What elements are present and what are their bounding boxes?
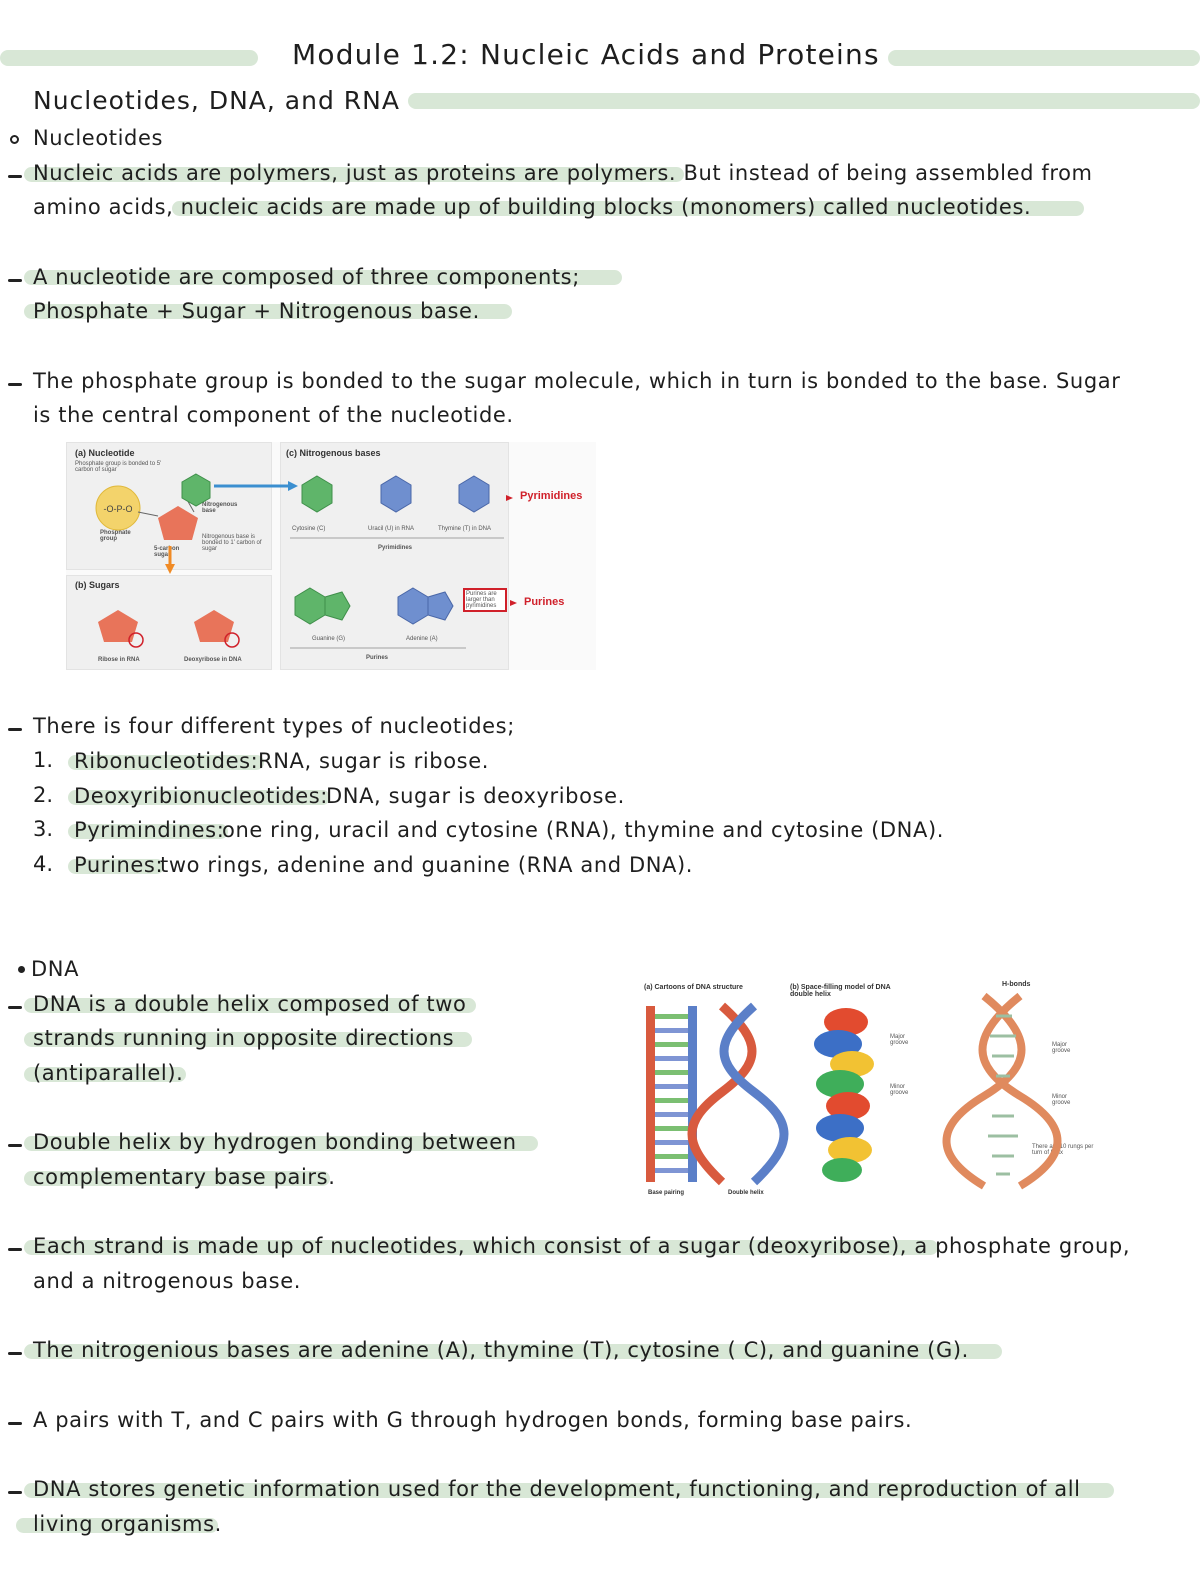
rungs-note: There are 10 rungs per turn of helix xyxy=(1032,1144,1094,1156)
nucleotide-diagram-drawing xyxy=(66,442,596,670)
dash xyxy=(8,175,22,178)
type-desc: DNA, sugar is deoxyribose. xyxy=(326,784,625,808)
dna-p4: The nitrogenious bases are adenine (A), thymine (T), cytosine ( C), and guanine (G). xyxy=(33,1338,969,1362)
helix-cartoon-strand-2 xyxy=(724,1006,784,1182)
list-number: 2. xyxy=(33,783,54,807)
dna-p1-line1: DNA is a double helix composed of two xyxy=(33,992,467,1016)
dash xyxy=(8,728,22,731)
major-groove-label-1: Major groove xyxy=(890,1034,909,1046)
phosphate-group-label: Phosphate group xyxy=(100,530,131,542)
space-filling-model xyxy=(814,1008,874,1182)
dash xyxy=(8,1006,22,1009)
nitrogenous-base-label: Nitrogenous base xyxy=(202,502,238,514)
nucleotides-p3-line2: is the central component of the nucleotide. xyxy=(33,403,514,427)
five-carbon-sugar-label: 5-carbon sugar xyxy=(154,546,180,558)
nucleotides-p2-line1: A nucleotide are composed of three components; xyxy=(33,265,580,289)
panel-a-label: (a) Nucleotide xyxy=(75,448,135,458)
hbonds-label: H-bonds xyxy=(1002,981,1031,988)
bullet-dot xyxy=(18,966,25,973)
section-heading-underline xyxy=(408,93,1200,109)
panel-b-label: (b) Sugars xyxy=(75,580,120,590)
nucleotides-p1-line1: Nucleic acids are polymers, just as proteins are polymers. But instead of being assembled from xyxy=(33,161,1093,185)
guanine-ring-icon xyxy=(295,588,325,624)
thymine-ring-icon xyxy=(459,476,489,512)
nucleotides-p1-line2: amino acids, nucleic acids are made up of building blocks (monomers) called nucleotides. xyxy=(33,195,1032,219)
base-hexagon-icon xyxy=(182,474,210,506)
uracil-label: Uracil (U) in RNA xyxy=(368,526,415,532)
pyrimidines-caption: Pyrimidines xyxy=(378,545,413,551)
list-number: 1. xyxy=(33,748,54,772)
title-underline-right xyxy=(888,50,1200,66)
double-helix-label: Double helix xyxy=(728,1190,764,1196)
dna-p6-line1: DNA stores genetic information used for the development, functioning, and reproduction of all xyxy=(33,1477,1081,1501)
list-number: 3. xyxy=(33,817,54,841)
dash xyxy=(8,383,22,386)
dna-helix-drawing xyxy=(636,972,1112,1204)
type-term: Deoxyribionucleotides: xyxy=(74,784,328,808)
space-filling-label: (b) Space-filling model of DNA double helix xyxy=(790,984,891,998)
type-desc: RNA, sugar is ribose. xyxy=(258,749,490,773)
cytosine-label: Cytosine (C) xyxy=(292,526,326,532)
minor-groove-label-2: Minor groove xyxy=(1052,1094,1071,1106)
nucleotides-p2-line2: Phosphate + Sugar + Nitrogenous base. xyxy=(33,299,480,323)
ribose-label: Ribose in RNA xyxy=(98,657,140,663)
dash xyxy=(8,1248,22,1251)
dna-p5: A pairs with T, and C pairs with G through hydrogen bonds, forming base pairs. xyxy=(33,1408,913,1432)
dash xyxy=(8,1422,22,1425)
purines-caption: Purines xyxy=(366,655,389,661)
bullet-dot xyxy=(10,135,19,144)
dna-p1-line2: strands running in opposite directions xyxy=(33,1026,455,1050)
nucleotide-figure xyxy=(66,442,596,670)
dna-bullet: DNA xyxy=(31,957,80,981)
adenine-ring-icon xyxy=(398,588,428,624)
guanine-label: Guanine (G) xyxy=(312,636,346,642)
dna-helix-figure xyxy=(636,972,1112,1204)
sugar-pentagon-icon xyxy=(158,506,198,540)
cartoon-label: (a) Cartoons of DNA structure xyxy=(644,984,743,991)
base-bond-note: Nitrogenous base is bonded to 1' carbon of sugar xyxy=(202,534,262,552)
minor-groove-label-1: Minor groove xyxy=(890,1084,909,1096)
uracil-ring-icon xyxy=(381,476,411,512)
type-desc: one ring, uracil and cytosine (RNA), thymine and cytosine (DNA). xyxy=(222,818,945,842)
page-title: Module 1.2: Nucleic Acids and Proteins xyxy=(292,38,880,71)
title-underline-left xyxy=(0,50,258,66)
type-term: Pyrimindines: xyxy=(74,818,225,842)
panel-c-label: (c) Nitrogenous bases xyxy=(286,448,381,458)
dash xyxy=(8,1144,22,1147)
purines-callout: Purines xyxy=(524,596,565,608)
svg-text:-O-P-O: -O-P-O xyxy=(103,504,133,514)
nucleotides-bullet: Nucleotides xyxy=(33,126,164,150)
cytosine-ring-icon xyxy=(302,476,332,512)
list-number: 4. xyxy=(33,852,54,876)
dna-p1-line3: (antiparallel). xyxy=(33,1061,184,1085)
dna-p2-line1: Double helix by hydrogen bonding between xyxy=(33,1130,517,1154)
type-term: Ribonucleotides: xyxy=(74,749,259,773)
dash xyxy=(8,1352,22,1355)
helix-cartoon-strand-1 xyxy=(692,1006,752,1182)
types-intro: There is four different types of nucleotides; xyxy=(33,714,515,738)
phosphate-bond-note: Phosphate group is bonded to 5' carbon of sugar xyxy=(75,461,162,473)
adenine-label: Adenine (A) xyxy=(406,636,438,642)
type-desc: two rings, adenine and guanine (RNA and DNA). xyxy=(160,853,694,877)
deoxyribose-label: Deoxyribose in DNA xyxy=(184,657,242,663)
dna-p3-line1: Each strand is made up of nucleotides, which consist of a sugar (deoxyribose), a phosphate group, xyxy=(33,1234,1131,1258)
ladder-strand-left xyxy=(646,1006,655,1182)
pyrimidines-callout: Pyrimidines xyxy=(520,490,583,502)
section-heading: Nucleotides, DNA, and RNA xyxy=(33,86,400,115)
dna-p6-line2: living organisms. xyxy=(33,1512,222,1536)
dna-p2-line2: complementary base pairs. xyxy=(33,1165,336,1189)
dash xyxy=(8,1491,22,1494)
dash xyxy=(8,279,22,282)
ladder-rungs xyxy=(655,1014,688,1173)
type-term: Purines: xyxy=(74,853,164,877)
thymine-label: Thymine (T) in DNA xyxy=(438,526,492,532)
base-pairing-label: Base pairing xyxy=(648,1190,685,1196)
dna-p3-line2: and a nitrogenous base. xyxy=(33,1269,301,1293)
deoxyribose-pentagon-icon xyxy=(194,610,234,642)
nucleotides-p3-line1: The phosphate group is bonded to the sugar molecule, which in turn is bonded to the base. Sugar xyxy=(33,369,1121,393)
major-groove-label-2: Major groove xyxy=(1052,1042,1071,1054)
ribose-pentagon-icon xyxy=(98,610,138,642)
purines-note: Purines are larger than pyrimidines xyxy=(463,588,507,612)
